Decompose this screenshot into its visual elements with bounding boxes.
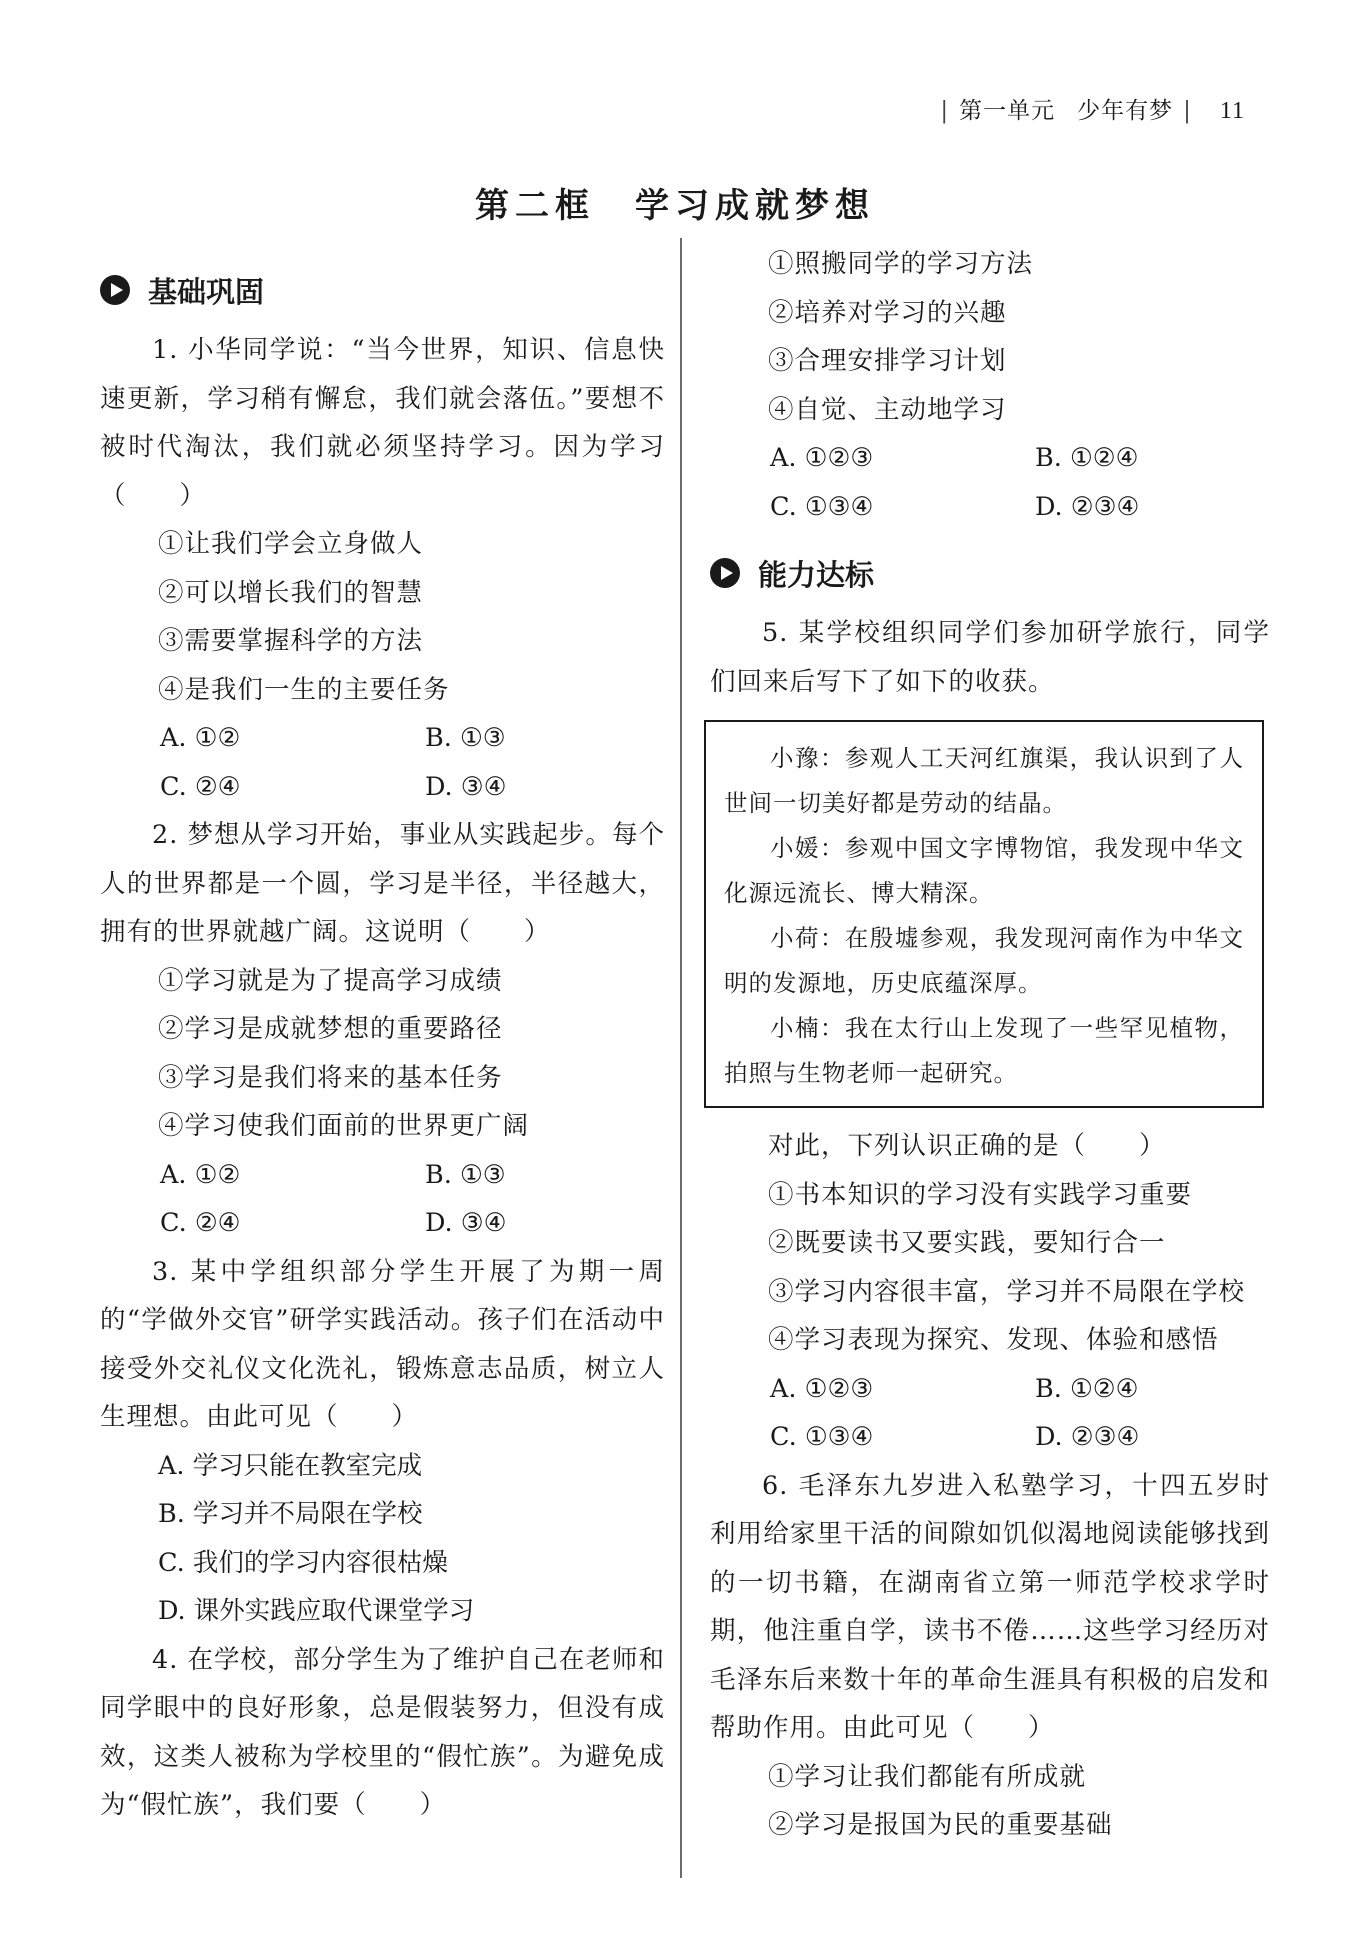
section-heading-basic [100, 262, 665, 318]
question-6-stem: 6. 毛泽东九岁进入私塾学习，十四五岁时利用给家里干活的间隙如饥似渴地阅读能够找到的一切书籍，在湖南省立第一师范学校求学时期，他注重自学，读书不倦……这些学习经历对毛泽东后来数十年的革命生涯具有积极的启发和帮助作用。由此可见（ ） [710, 1470, 1270, 1743]
question-1-item: ③需要掌握科学的方法 [158, 626, 424, 656]
page-header [930, 92, 1245, 125]
left-column [100, 262, 665, 1830]
question-3-option-b: B. 学习并不局限在学校 [158, 1499, 423, 1529]
question-1-stem: 1. 小华同学说：“当今世界，知识、信息快速更新，学习稍有懈怠，我们就会落伍。”要想不被时代淘汰，我们就必须坚持学习。因为学习（ ） [100, 335, 665, 511]
option-a: A. ①② [160, 1159, 241, 1190]
question-1-item: ④是我们一生的主要任务 [158, 674, 450, 705]
option-d: D. ②③④ [1035, 491, 1140, 522]
right-column [710, 240, 1270, 1850]
option-b: B. ①③ [425, 1159, 506, 1190]
header-topic: 少年有梦 [1077, 98, 1174, 124]
reflection-box [704, 720, 1264, 1108]
question-2-item: ①学习就是为了提高学习成绩 [158, 965, 503, 996]
question-5-item: ①书本知识的学习没有实践学习重要 [768, 1179, 1193, 1210]
question-2-item: ③学习是我们将来的基本任务 [158, 1062, 503, 1093]
question-4-item: ③合理安排学习计划 [768, 346, 1007, 376]
question-2-item: ②学习是成就梦想的重要路径 [158, 1014, 503, 1044]
question-3-option-d: D. 课外实践应取代课堂学习 [158, 1596, 475, 1626]
question-2-stem: 2. 梦想从学习开始，事业从实践起步。每个人的世界都是一个圆，学习是半径，半径越大，拥有的世界就越广阔。这说明（ ） [100, 820, 665, 947]
option-b: B. ①②④ [1035, 1373, 1139, 1404]
question-4-item: ④自觉、主动地学习 [768, 394, 1007, 425]
question-5-stem: 5. 某学校组织同学们参加研学旅行，同学们回来后写下了如下的收获。 [710, 618, 1270, 697]
option-a: A. ①② [160, 723, 241, 753]
question-4-item: ①照搬同学的学习方法 [768, 249, 1034, 279]
option-a: A. ①②③ [770, 1373, 874, 1404]
question-2-item: ④学习使我们面前的世界更广阔 [158, 1111, 530, 1141]
option-b: B. ①③ [425, 723, 506, 753]
question-6-item: ①学习让我们都能有所成就 [768, 1761, 1087, 1792]
option-d: D. ②③④ [1035, 1422, 1140, 1452]
header-unit: 第一单元 [959, 98, 1056, 124]
option-d: D. ③④ [425, 771, 507, 802]
page-title: 第二框 学习成就梦想 [475, 186, 875, 226]
option-a: A. ①②③ [770, 443, 874, 473]
option-d: D. ③④ [425, 1208, 507, 1238]
header-separator: | [940, 98, 950, 124]
question-5-options [710, 1365, 1270, 1462]
question-4-options [710, 434, 1270, 531]
reflection-entry: 小媛：参观中国文字博物馆，我发现中华文化源远流长、博大精深。 [724, 834, 1244, 907]
question-2-options [100, 1151, 665, 1248]
play-bullet-icon [100, 275, 130, 305]
section-title-text: 能力达标 [758, 557, 875, 592]
question-3-option-c: C. 我们的学习内容很枯燥 [158, 1547, 448, 1578]
question-3-stem: 3. 某中学组织部分学生开展了为期一周的“学做外交官”研学实践活动。孩子们在活动中接受外交礼仪文化洗礼，锻炼意志品质，树立人生理想。由此可见（ ） [100, 1256, 665, 1432]
reflection-entry: 小楠：我在太行山上发现了一些罕见植物，拍照与生物老师一起研究。 [724, 1014, 1244, 1087]
question-5-item: ③学习内容很丰富，学习并不局限在学校 [768, 1276, 1246, 1307]
question-5-prompt: 对此，下列认识正确的是（ ） [768, 1131, 1166, 1161]
section-title-text: 基础巩固 [148, 274, 265, 309]
play-bullet-icon [710, 558, 740, 588]
question-6-item: ②学习是报国为民的重要基础 [768, 1810, 1113, 1840]
option-c: C. ②④ [160, 771, 241, 802]
question-5-item: ④学习表现为探究、发现、体验和感悟 [768, 1325, 1219, 1355]
question-1-options [100, 714, 665, 811]
option-c: C. ①③④ [770, 1422, 874, 1452]
question-4-item: ②培养对学习的兴趣 [768, 297, 1007, 328]
page-number: 11 [1219, 98, 1245, 124]
header-separator: | [1183, 98, 1192, 124]
question-1-item: ②可以增长我们的智慧 [158, 577, 424, 608]
reflection-entry: 小荷：在殷墟参观，我发现河南作为中华文明的发源地，历史底蕴深厚。 [724, 924, 1244, 997]
question-4-stem: 4. 在学校，部分学生为了维护自己在老师和同学眼中的良好形象，总是假装努力，但没有成效，这类人被称为学校里的“假忙族”。为避免成为“假忙族”，我们要（ ） [100, 1644, 665, 1820]
question-5-item: ②既要读书又要实践，要知行合一 [768, 1228, 1166, 1258]
question-1-item: ①让我们学会立身做人 [158, 529, 424, 559]
option-b: B. ①②④ [1035, 443, 1139, 473]
option-c: C. ①③④ [770, 491, 874, 522]
reflection-entry: 小豫：参观人工天河红旗渠，我认识到了人世间一切美好都是劳动的结晶。 [724, 744, 1244, 817]
question-3-option-a: A. 学习只能在教室完成 [158, 1450, 423, 1481]
section-heading-ability [710, 545, 1270, 601]
column-divider [680, 238, 682, 1878]
option-c: C. ②④ [160, 1208, 241, 1238]
